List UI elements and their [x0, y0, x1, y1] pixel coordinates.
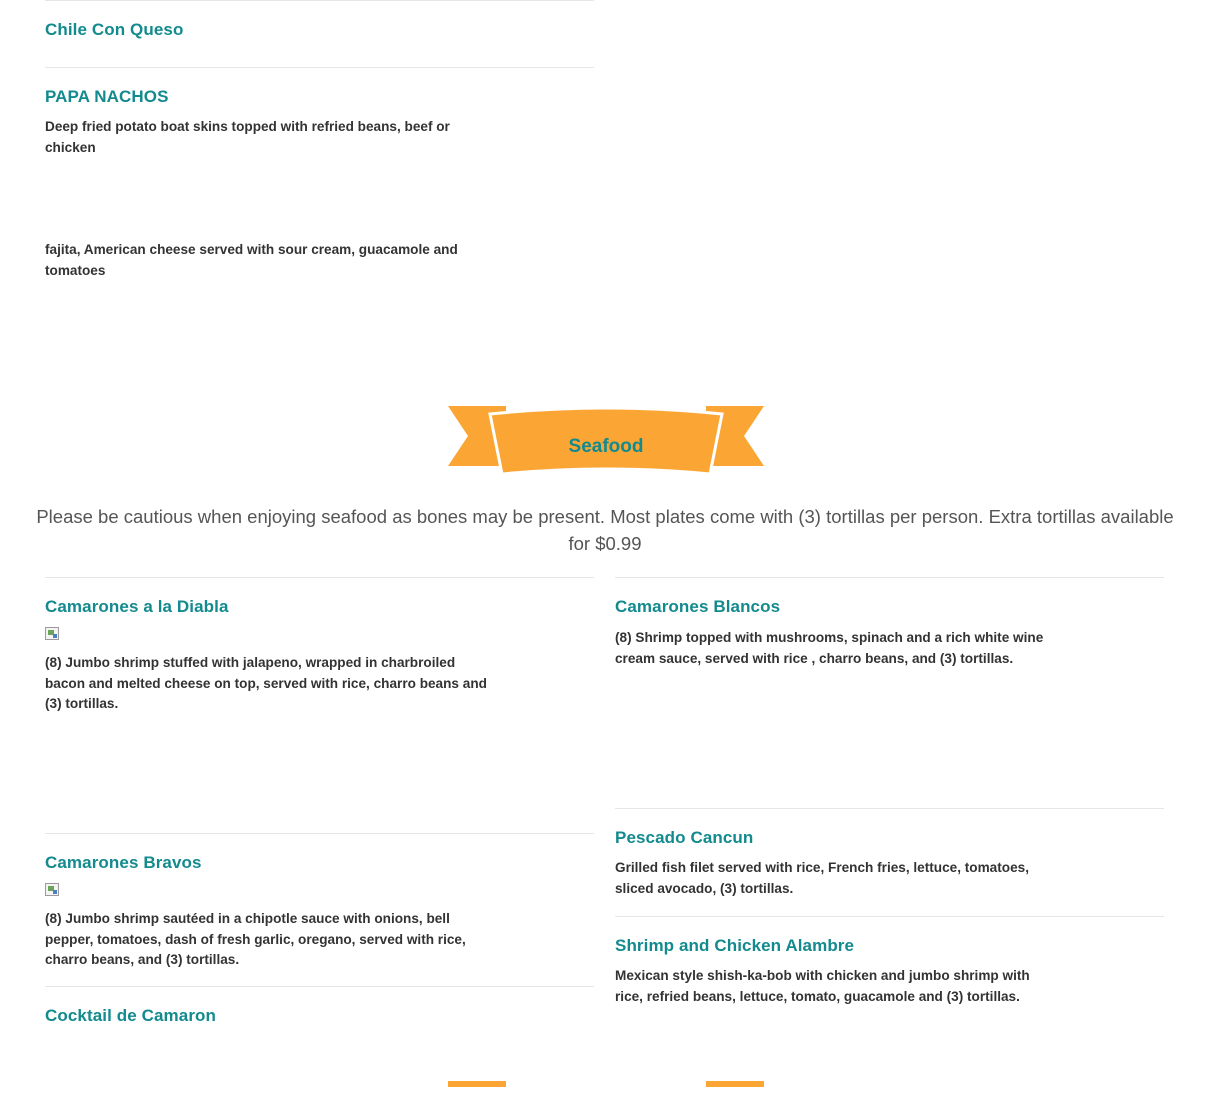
divider	[45, 0, 594, 1]
menu-item-title: Chile Con Queso	[45, 20, 184, 39]
divider	[615, 577, 1164, 578]
broken-image-icon	[45, 883, 59, 896]
section-banner-seafood	[448, 404, 764, 478]
menu-item-description-continued: fajita, American cheese served with sour cream, guacamole and tomatoes	[45, 242, 458, 278]
menu-item-title: Shrimp and Chicken Alambre	[615, 936, 855, 955]
menu-item-description: Deep fried potato boat skins topped with refried beans, beef or chicken	[45, 119, 450, 155]
seafood-notice: Please be cautious when enjoying seafood as bones may be present. Most plates come with (3) tortillas per person. Extra tortillas available for $0.99	[36, 506, 1174, 554]
menu-item-title: Cocktail de Camaron	[45, 1006, 217, 1025]
divider	[45, 986, 594, 987]
menu-item-description: (8) Jumbo shrimp sautéed in a chipotle sauce with onions, bell pepper, tomatoes, dash of fresh garlic, oregano, served with rice, charro beans, and (3) tortillas.	[45, 911, 466, 967]
section-title: Seafood	[568, 436, 644, 457]
broken-image-icon	[45, 627, 59, 640]
divider	[45, 67, 594, 68]
menu-item-description: (8) Shrimp topped with mushrooms, spinach and a rich white wine cream sauce, served with rice , charro beans, and (3) tortillas.	[615, 630, 1044, 666]
ribbon-shape	[448, 1079, 764, 1087]
menu-item-title: Camarones Bravos	[45, 853, 202, 872]
divider	[615, 808, 1164, 809]
menu-item-title: Camarones a la Diabla	[45, 597, 229, 616]
divider	[45, 833, 594, 834]
divider	[45, 577, 594, 578]
menu-item-title: Pescado Cancun	[615, 828, 754, 847]
divider	[615, 916, 1164, 917]
section-banner-next	[448, 1074, 764, 1094]
menu-item-description: (8) Jumbo shrimp stuffed with jalapeno, wrapped in charbroiled bacon and melted cheese on top, served with rice, charro beans and (3) tortillas.	[45, 655, 487, 711]
menu-item-description: Mexican style shish-ka-bob with chicken and jumbo shrimp with rice, refried beans, lettuce, tomato, guacamole and (3) tortillas.	[615, 968, 1030, 1004]
menu-item-title: PAPA NACHOS	[45, 87, 169, 106]
menu-item-description: Grilled fish filet served with rice, French fries, lettuce, tomatoes, sliced avocado, (3) tortillas.	[615, 860, 1029, 896]
menu-item-title: Camarones Blancos	[615, 597, 781, 616]
